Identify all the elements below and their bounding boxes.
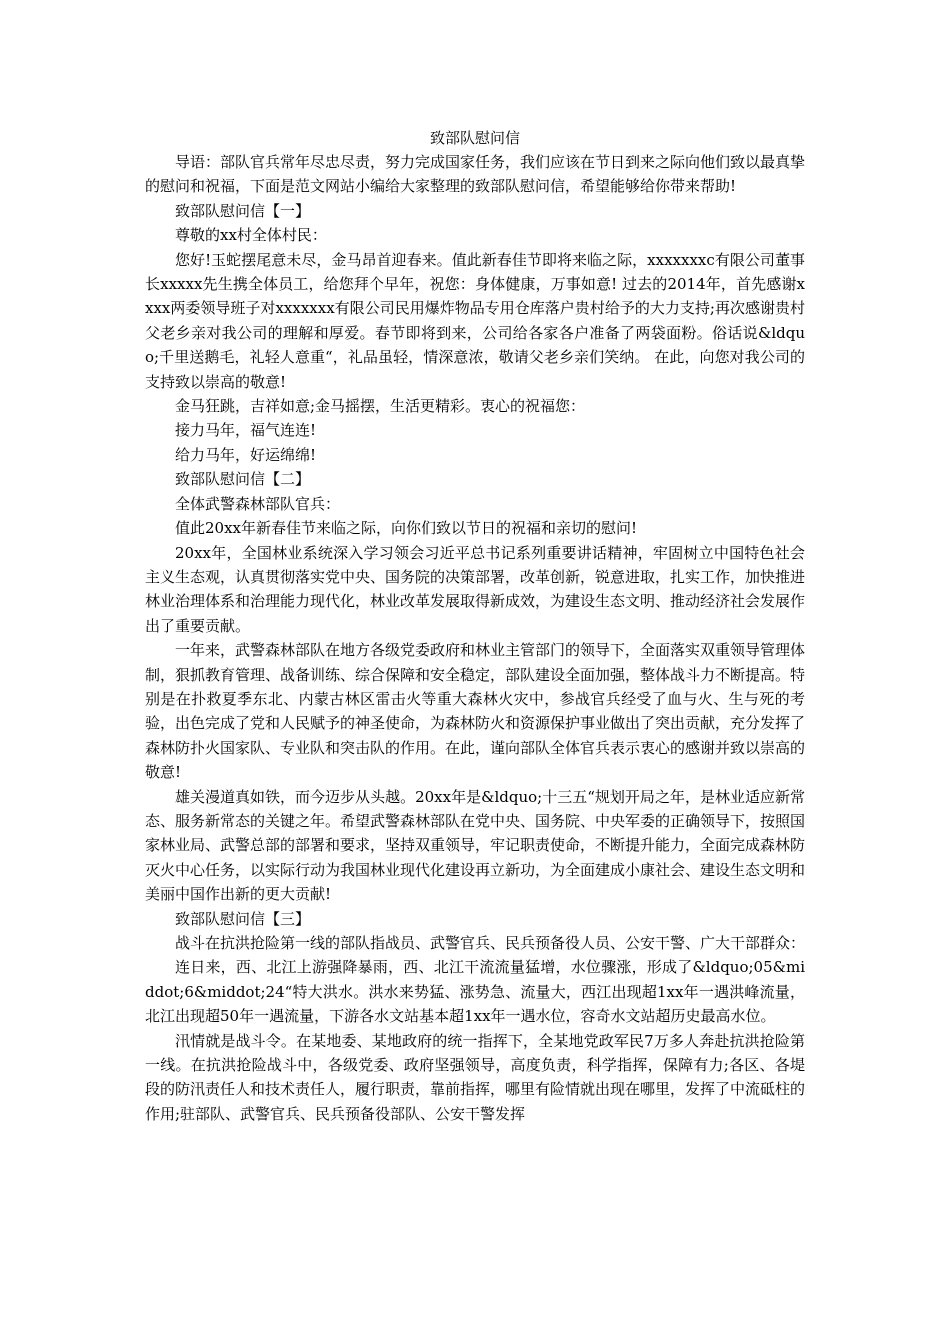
document-body [145,150,805,1126]
paragraph-intro: 导语：部队官兵常年尽忠尽责，努力完成国家任务，我们应该在节日到来之际向他们致以最真挚的慰问和祝福，下面是范文网站小编给大家整理的致部队慰问信，希望能够给你带来帮助! [145,153,806,196]
salutation-1: 尊敬的xx村全体村民： [175,226,327,245]
document-title: 致部队慰问信 [429,129,520,147]
paragraph-2-body-1: 20xx年，全国林业系统深入学习领会习近平总书记系列重要讲话精神，牢固树立中国特色社会主义生态观，认真贯彻落实党中央、国务院的决策部署，改革创新，锐意进取，扎实工作，加快推进林业治理体系和治理能力现代化，林业改革发展取得新成效，为建设生态文明、推动经济社会发展作出了重要贡献。 [145,543,806,635]
paragraph-1-blessing: 金马狂跳，吉祥如意;金马摇摆，生活更精彩。衷心的祝福您： [175,397,586,416]
section-heading-1: 致部队慰问信【一】 [175,201,311,220]
paragraph-2-body-3: 雄关漫道真如铁，而今迈步从头越。20xx年是&ldquo;十三五“规划开局之年，是林业适应新常态、服务新常态的关键之年。希望武警森林部队在党中央、国务院、中央军委的正确领导下，按照国家林业局、武警总部的部署和要求，坚持双重领导，牢记职责使命，不断提升能力，全面完成森林防灭火中心任务，以实际行动为我国林业现代化建设再立新功，为全面建成小康社会、建设生态文明和美丽中国作出新的更大贡献! [145,787,806,904]
paragraph-3-body-2: 汛情就是战斗令。在某地委、某地政府的统一指挥下，全某地党政军民7万多人奔赴抗洪抢险第一线。在抗洪抢险战斗中，各级党委、政府坚强领导，高度负责，科学指挥，保障有力;各区、各堤段的防汛责任人和技术责任人，履行职责，靠前指挥，哪里有险情就出现在哪里，发挥了中流砥柱的作用;驻部队、武警官兵、民兵预备役部队、公安干警发挥 [145,1031,806,1123]
paragraph-2-greeting: 值此20xx年新春佳节来临之际，向你们致以节日的祝福和亲切的慰问! [175,519,638,538]
paragraph-1-body: 您好!玉蛇摆尾意未尽，金马昂首迎春来。值此新春佳节即将来临之际，xxxxxxxc有限公司董事长xxxxx先生携全体员工，给您拜个早年，祝您：身体健康，万事如意! 过去的2014年，首先感谢xxxx两委领导班子对xxxxxxx有限公司民用爆炸物品专用仓库落户贵村给予的大力支持;再次感谢贵村父老乡亲对我公司的理解和厚爱。春节即将到来，公司给各家各户准备了两袋面粉。俗话说&ldquo;千里送鹅毛，礼轻人意重“，礼品虽轻，情深意浓，敬请父老乡亲们笑纳。 在此，向您对我公司的支持致以崇高的敬意! [145,250,805,391]
section-heading-3: 致部队慰问信【三】 [175,909,311,928]
paragraph-3-body-1: 连日来，西、北江上游强降暴雨，西、北江干流流量猛增，水位骤涨，形成了&ldquo;05&middot;6&middot;24“特大洪水。洪水来势猛、涨势急、流量大，西江出现超1xx年一遇洪峰流量，北江出现超50年一遇流量，下游各水文站基本超1xx年一遇水位，容奇水文站超历史最高水位。 [145,958,805,1026]
salutation-3: 战斗在抗洪抢险第一线的部队指战员、武警官兵、民兵预备役人员、公安干警、广大干部群众： [175,934,806,952]
section-heading-2: 致部队慰问信【二】 [175,470,311,489]
document-page [145,126,805,1126]
paragraph-1-wish-1: 接力马年，福气连连! [175,421,317,440]
salutation-2: 全体武警森林部队官兵： [175,494,341,513]
paragraph-1-wish-2: 给力马年，好运绵绵! [175,445,317,464]
paragraph-2-body-2: 一年来，武警森林部队在地方各级党委政府和林业主管部门的领导下，全面落实双重领导管理体制，狠抓教育管理、战备训练、综合保障和安全稳定，部队建设全面加强，整体战斗力不断提高。特别是在扑救夏季东北、内蒙古林区雷击火等重大森林火灾中，参战官兵经受了血与火、生与死的考验，出色完成了党和人民赋予的神圣使命，为森林防火和资源保护事业做出了突出贡献，充分发挥了森林防扑火国家队、专业队和突击队的作用。在此，谨向部队全体官兵表示衷心的感谢并致以崇高的敬意! [145,641,806,782]
